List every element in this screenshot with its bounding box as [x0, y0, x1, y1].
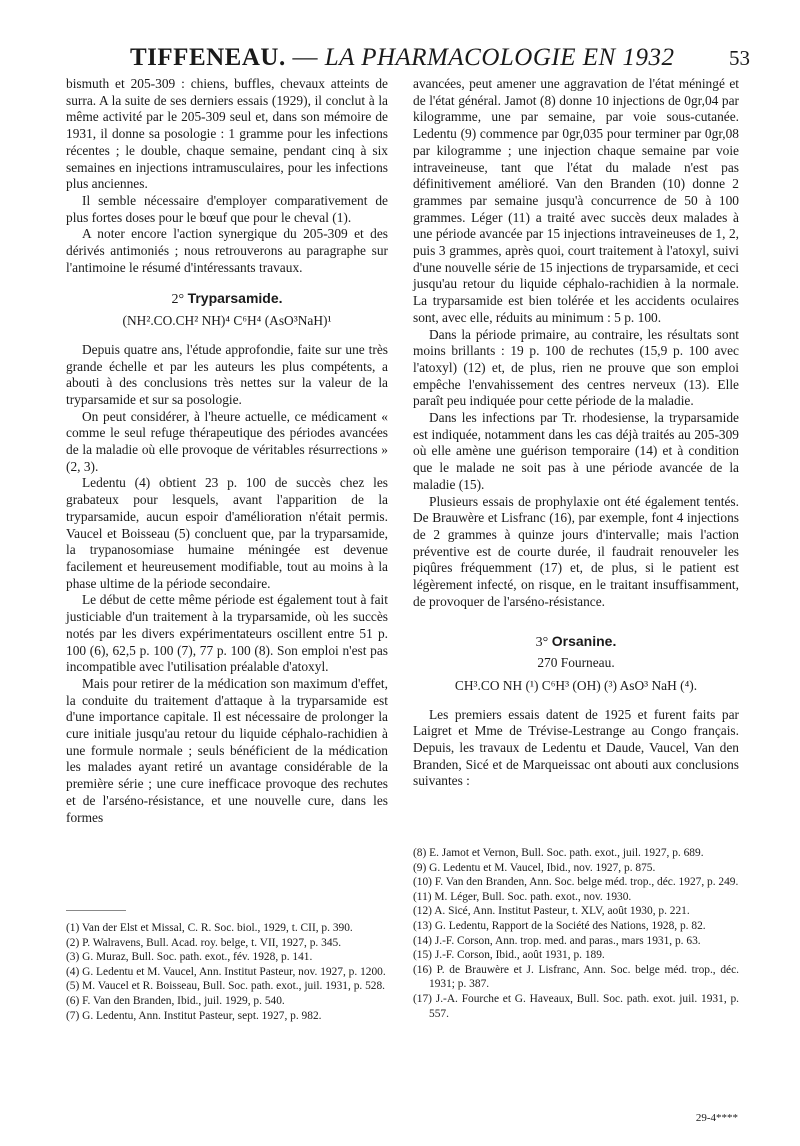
left-column: [66, 76, 388, 826]
footnote: (11) M. Léger, Bull. Soc. path. exot., nov. 1930.: [413, 890, 632, 903]
paragraph: Ledentu (4) obtient 23 p. 100 de succès chez les grabateux pour lesquels, avant l'apparition de la tryparsamide, aucun espoir d'amélioration n'était permis. Vaucel et Boisseau (5) concluent que, par la tryparsamide, la trypanosomiase humaine méningée est devenue facilement et heureusement modifiable, tout au moins à la phase ultime de la période secondaire.: [66, 475, 388, 591]
right-column: [413, 76, 739, 790]
footnote-separator: [66, 910, 126, 911]
footnote: (10) F. Van den Branden, Ann. Soc. belge méd. trop., déc. 1927, p. 249.: [413, 876, 739, 889]
section-number: 3°: [535, 634, 549, 650]
header-author: TIFFENEAU.: [130, 44, 286, 71]
footnote: (1) Van der Elst et Missal, C. R. Soc. biol., 1929, t. CII, p. 390.: [66, 922, 353, 934]
section-heading-tryparsamide: [66, 290, 388, 309]
paragraph: Dans la période primaire, au contraire, les résultats sont moins brillants : 19 p. 100 de rechutes (15,9 p. 100 avec l'atoxyl) (12) et, de plus, rien ne prouve que son emploi empêche l'envahissement des centres nerveux (13). Elle paraît peu indiquée pour cette période de la maladie.: [413, 326, 739, 409]
section-name: Tryparsamide.: [187, 290, 283, 307]
paragraph: On peut considérer, à l'heure actuelle, ce médicament « comme le seul refuge thérapeutique des périodes avancées de la maladie où elle provoque de véritables résurrections » (2, 3).: [66, 408, 388, 474]
section-name: Orsanine.: [551, 632, 617, 649]
paragraph: Plusieurs essais de prophylaxie ont été également tentés. De Brauwère et Lisfranc (16), par exemple, font 4 injections de 2 grammes à quinze jours d'intervalle; mais l'action préventive est de courte durée, il faudrait renouveler les piqûres fréquemment (17) et, de plus, si le patient est légèrement infecté, on risque, en le traitant insuffisamment, de provoquer de l'arséno-résistance.: [413, 493, 739, 609]
footnotes-right: [413, 846, 739, 1021]
footnote: (7) G. Ledentu, Ann. Institut Pasteur, sept. 1927, p. 982.: [66, 1009, 322, 1022]
paragraph: avancées, peut amener une aggravation de l'état méningé et de l'état général. Jamot (8) donne 10 injections de 0gr,04 par kilogramme, une par semaine, par voie sous-cutanée. Ledentu (9) commence par 0gr,035 pour terminer par 0gr,08 par kilogramme ; une injection chaque semaine par voie intraveineuse, tant que l'état du malade n'est pas définitivement amélioré. Van den Branden (10) donne 2 grammes par semaine jusqu'à concurrence de 50 à 100 grammes. Léger (11) a traité avec succès deux malades à une période avancée par 15 injections intraveineuses de 1, 2, puis 3 grammes, après quoi, court traitement à l'atoxyl, suivi d'une nouvelle série de 15 injections de tryparsamide, et ceci jusqu'au retour du liquide céphalo-rachidien à la normale. La tryparsamide est bien tolérée et les accidents oculaires sont, avec elle, réduits au minimum : 5 p. 100.: [413, 76, 739, 325]
running-header: [130, 44, 750, 78]
printer-signature: 29-4****: [695, 1112, 738, 1124]
footnote: (13) G. Ledentu, Rapport de la Société des Nations, 1928, p. 82.: [413, 919, 706, 932]
footnote: (17) J.-A. Fourche et G. Haveaux, Bull. Soc. path. exot. juil. 1931, p. 557.: [413, 992, 739, 1020]
footnote: (6) F. Van den Branden, Ibid., juil. 1929, p. 540.: [66, 994, 285, 1007]
header-title: LA PHARMACOLOGIE EN 1932: [324, 44, 675, 71]
footnotes-left: [66, 921, 388, 1023]
paragraph: bismuth et 205-309 : chiens, buffles, chevaux atteints de surra. A la suite de ses derniers essais (1929), il conclut à la même activité par le 205-309 seul et, dans son mémoire de 1931, il donne sa posologie : 1 gramme pour les infections récentes ; le double, chaque semaine, pendant cinq à six semaines en injections intramusculaires, pour les infections plus anciennes.: [66, 76, 388, 192]
header-dash: —: [292, 44, 318, 71]
footnote: (4) G. Ledentu et M. Vaucel, Ann. Institut Pasteur, nov. 1927, p. 1200.: [66, 965, 386, 978]
section-subtitle: 270 Fourneau.: [537, 655, 615, 671]
footnote: (14) J.-F. Corson, Ann. trop. med. and paras., mars 1931, p. 63.: [413, 934, 701, 947]
section-number: 2°: [171, 292, 185, 308]
footnote: (12) A. Sicé, Ann. Institut Pasteur, t. XLV, août 1930, p. 221.: [413, 905, 690, 918]
footnote: (5) M. Vaucel et R. Boisseau, Bull. Soc. path. exot., juil. 1931, p. 528.: [66, 980, 386, 993]
paragraph: Depuis quatre ans, l'étude approfondie, faite sur une très grande échelle et par les auteurs les plus compétents, a abouti à des conclusions très nettes sur la valeur de la tryparsamide et sur sa posologie.: [66, 341, 388, 407]
chemical-formula: (NH².CO.CH² NH)⁴ C⁶H⁴ (AsO³NaH)¹: [122, 313, 332, 329]
footnote: (9) G. Ledentu et M. Vaucel, Ibid., nov. 1927, p. 875.: [413, 861, 656, 874]
footnote: (15) J.-F. Corson, Ibid., août 1931, p. 189.: [413, 949, 605, 962]
section-heading-orsanine: [413, 633, 739, 652]
footnote: (16) P. de Brauwère et J. Lisfranc, Ann. Soc. belge méd. trop., déc. 1931; p. 387.: [413, 963, 739, 991]
footnote: (2) P. Walravens, Bull. Acad. roy. belge, t. VII, 1927, p. 345.: [66, 936, 342, 949]
footnote: (3) G. Muraz, Bull. Soc. path. exot., fév. 1928, p. 141.: [66, 951, 313, 964]
paragraph: Il semble nécessaire d'employer comparativement de plus fortes doses pour le bœuf que pour le cheval (1).: [66, 192, 388, 225]
paragraph: Dans les infections par Tr. rhodesiense, la tryparsamide est indiquée, notamment dans les cas déjà traités au 205-309 où elle amène une guérison temporaire (14) et à condition que le malade ne soit pas à une période avancée de la maladie (15).: [413, 410, 739, 492]
running-title: [130, 44, 674, 72]
chemical-formula: CH³.CO NH (¹) C⁶H³ (OH) (³) AsO³ NaH (⁴).: [454, 677, 698, 693]
paragraph: Les premiers essais datent de 1925 et furent faits par Laigret et Mme de Trévise-Lestrange au Congo français. Depuis, les travaux de Ledentu et Daude, Vaucel, Van den Branden, Sicé et de Marqueissac ont abouti aux conclusions suivantes :: [413, 706, 739, 789]
paragraph: Mais pour retirer de la médication son maximum d'effet, la conduite du traitement d'attaque à la tryparsamide est d'une importance capitale. Il est nécessaire de prolonger la cure initiale jusqu'au retour du liquide céphalo-rachidien à une formule normale ; seuls bénéficient de la médication les malades ayant retiré un avantage considérable de la première série ; une cure inefficace provoque des rechutes et de l'arséno-résistance, et une nouvelle cure, dans les formes: [66, 675, 388, 825]
paragraph: Le début de cette même période est également tout à fait justiciable d'un traitement à la tryparsamide, où les succès notés par les divers expérimentateurs oscillent entre 51 p. 100 (6), 62,5 p. 100 (7), 77 p. 100 (8). Son emploi n'est pas incompatible avec l'utilisation préalable d'atoxyl.: [66, 592, 388, 675]
footnote: (8) E. Jamot et Vernon, Bull. Soc. path. exot., juil. 1927, p. 689.: [413, 847, 704, 859]
page-number: 53: [729, 46, 750, 70]
paragraph: A noter encore l'action synergique du 205-309 et des dérivés antimoniés ; nous retrouverons au paragraphe sur l'antimoine le résumé d'intéressants travaux.: [66, 226, 388, 275]
